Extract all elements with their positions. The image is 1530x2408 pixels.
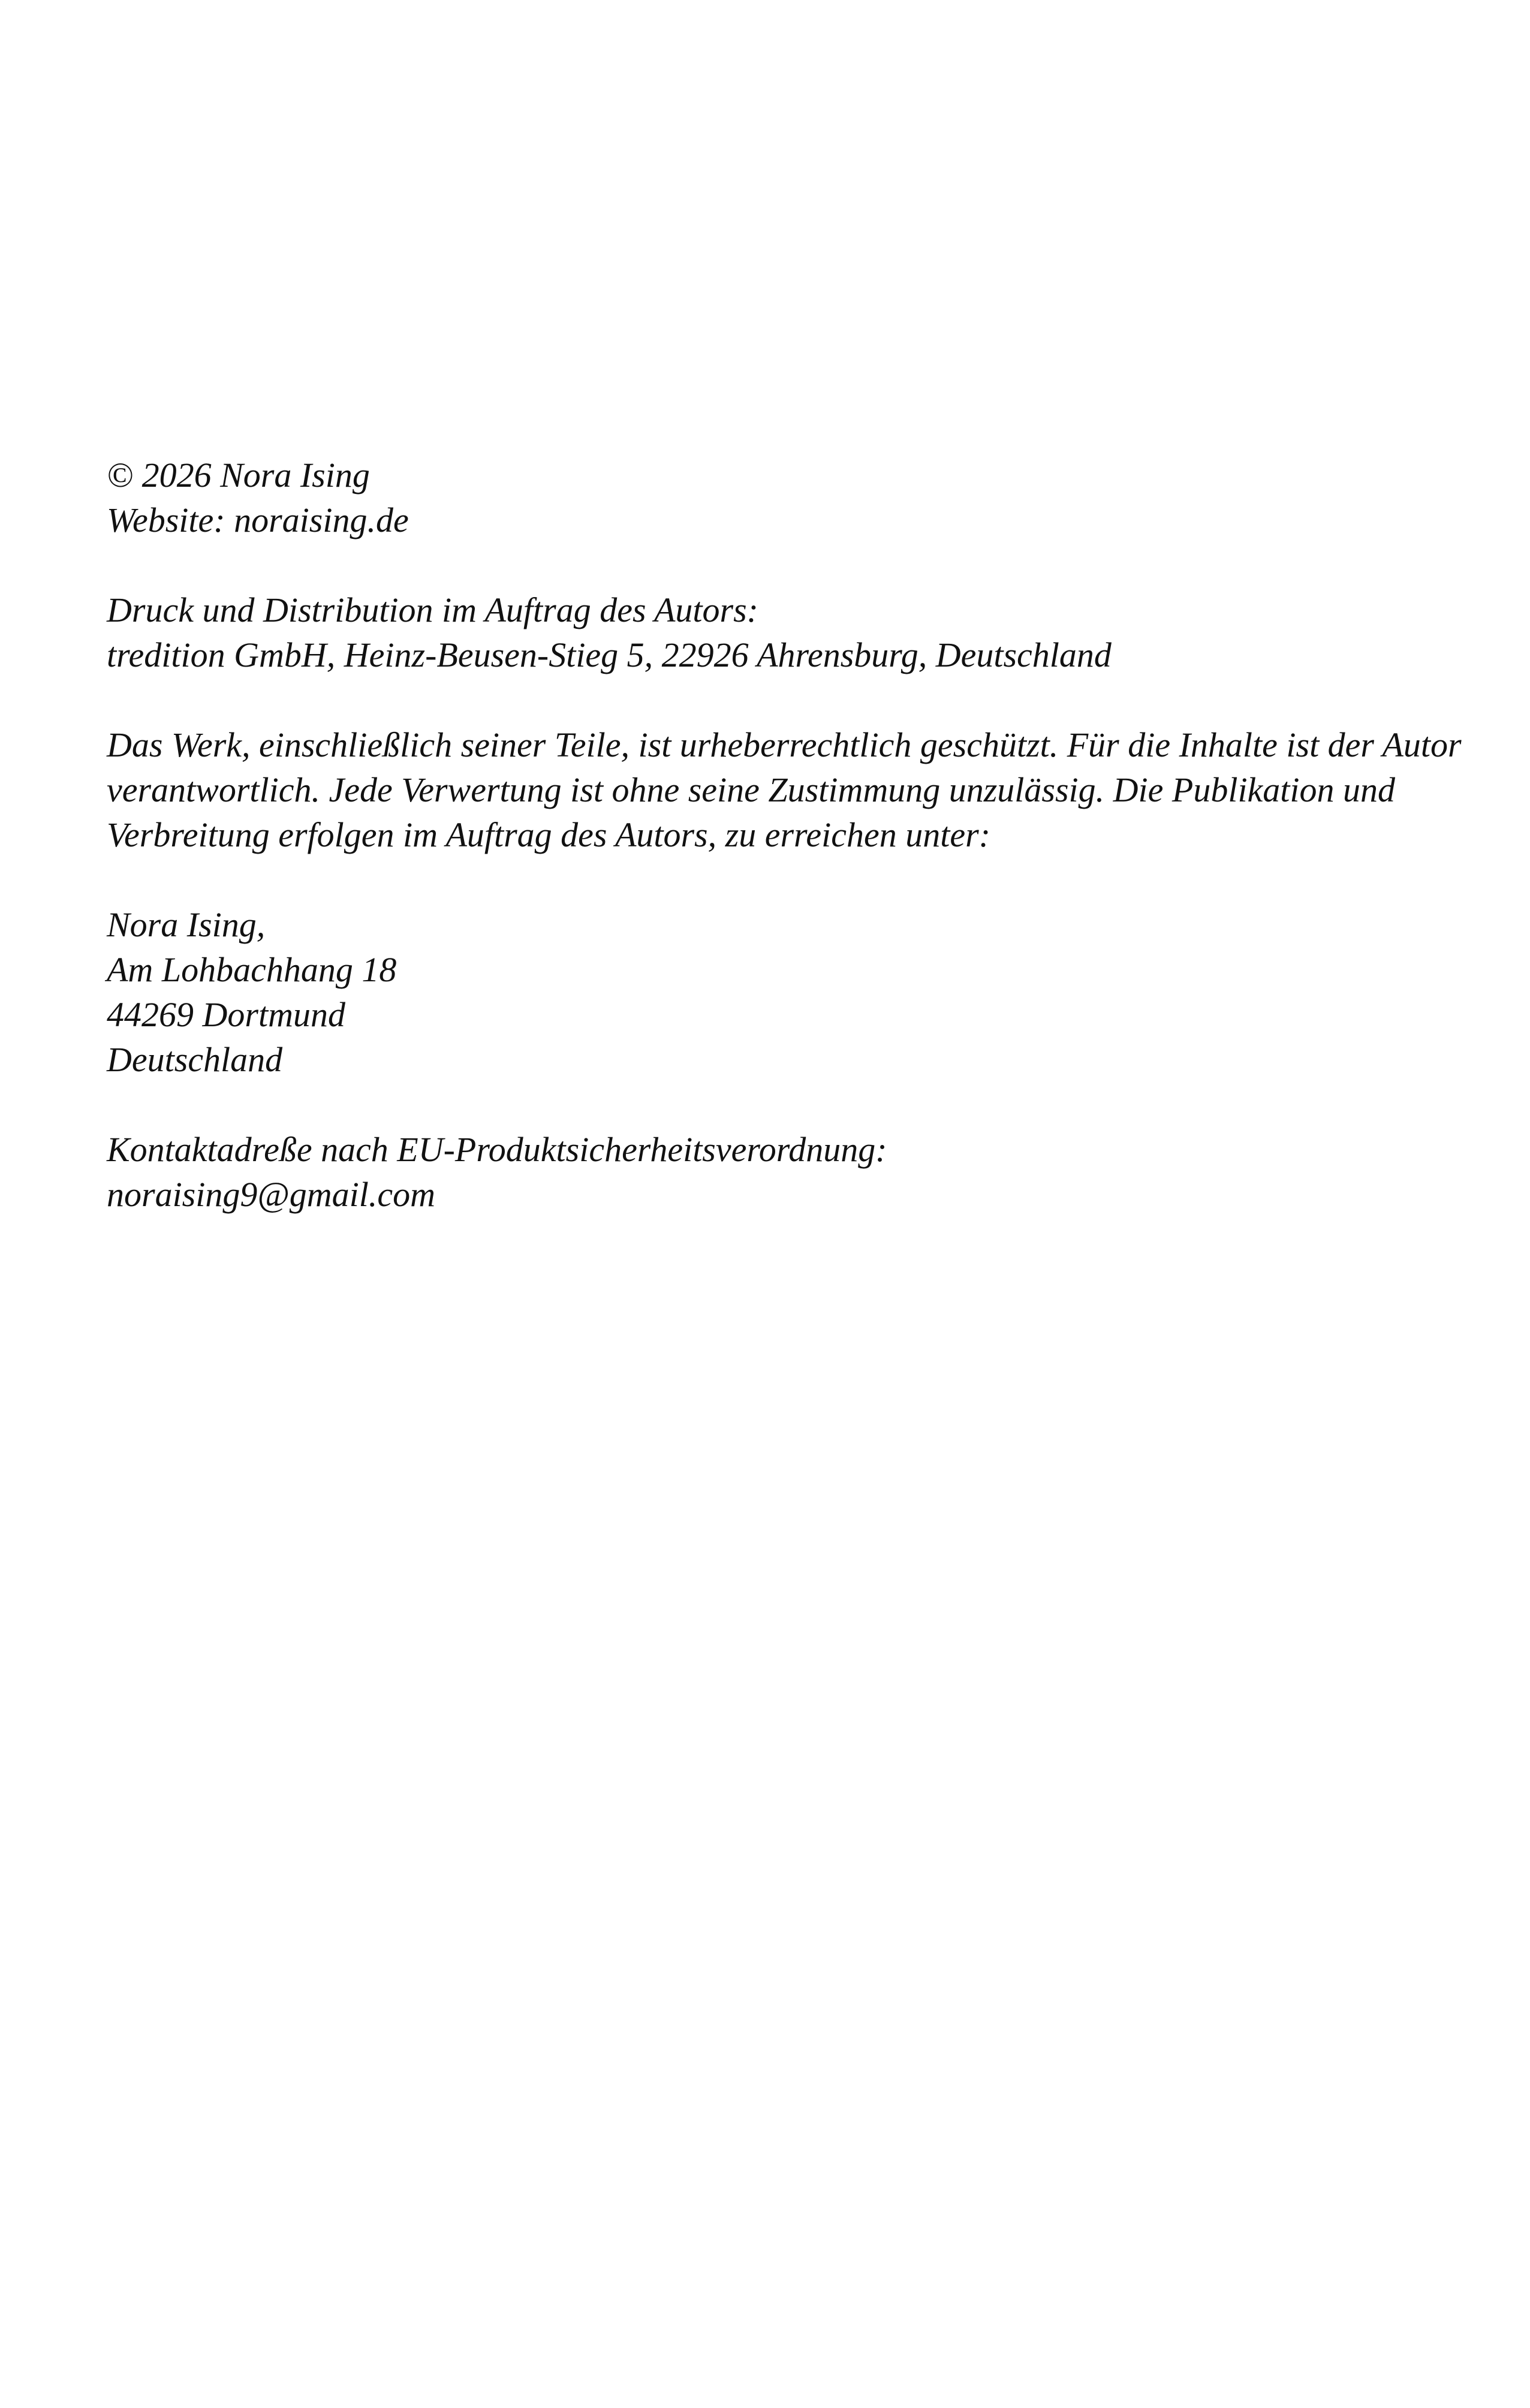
spacer [107, 677, 1394, 722]
contact-heading: Kontaktadreße nach EU-Produktsicherheitsverordnung: [107, 1130, 887, 1169]
distribution-block [107, 587, 1394, 677]
rights-line-2: verantwortlich. Jede Verwertung ist ohne seine Zustimmung unzulässig. Die Publikation und [107, 770, 1396, 809]
address-name: Nora Ising, [107, 905, 266, 944]
address-block [107, 902, 1394, 1082]
copyright-line: © 2026 Nora Ising [107, 456, 370, 495]
address-street: Am Lohbachhang 18 [107, 950, 397, 989]
spacer [107, 1082, 1394, 1127]
imprint-page [107, 453, 1462, 1217]
spacer [107, 857, 1394, 902]
rights-paragraph [107, 722, 1462, 857]
distribution-heading: Druck und Distribution im Auftrag des Autors: [107, 590, 758, 629]
contact-email: noraising9@gmail.com [107, 1175, 435, 1214]
distribution-company: tredition GmbH, Heinz-Beusen-Stieg 5, 22926 Ahrensburg, Deutschland [107, 635, 1112, 674]
rights-line-3: Verbreitung erfolgen im Auftrag des Autors, zu erreichen unter: [107, 815, 991, 854]
copyright-block [107, 453, 1394, 543]
rights-line-1: Das Werk, einschließlich seiner Teile, ist urheberrechtlich geschützt. Für die Inhalte ist der Autor [107, 725, 1462, 764]
contact-block [107, 1127, 1394, 1217]
spacer [107, 543, 1394, 587]
website-line: Website: noraising.de [107, 501, 409, 540]
address-city: 44269 Dortmund [107, 995, 345, 1034]
address-country: Deutschland [107, 1040, 283, 1079]
